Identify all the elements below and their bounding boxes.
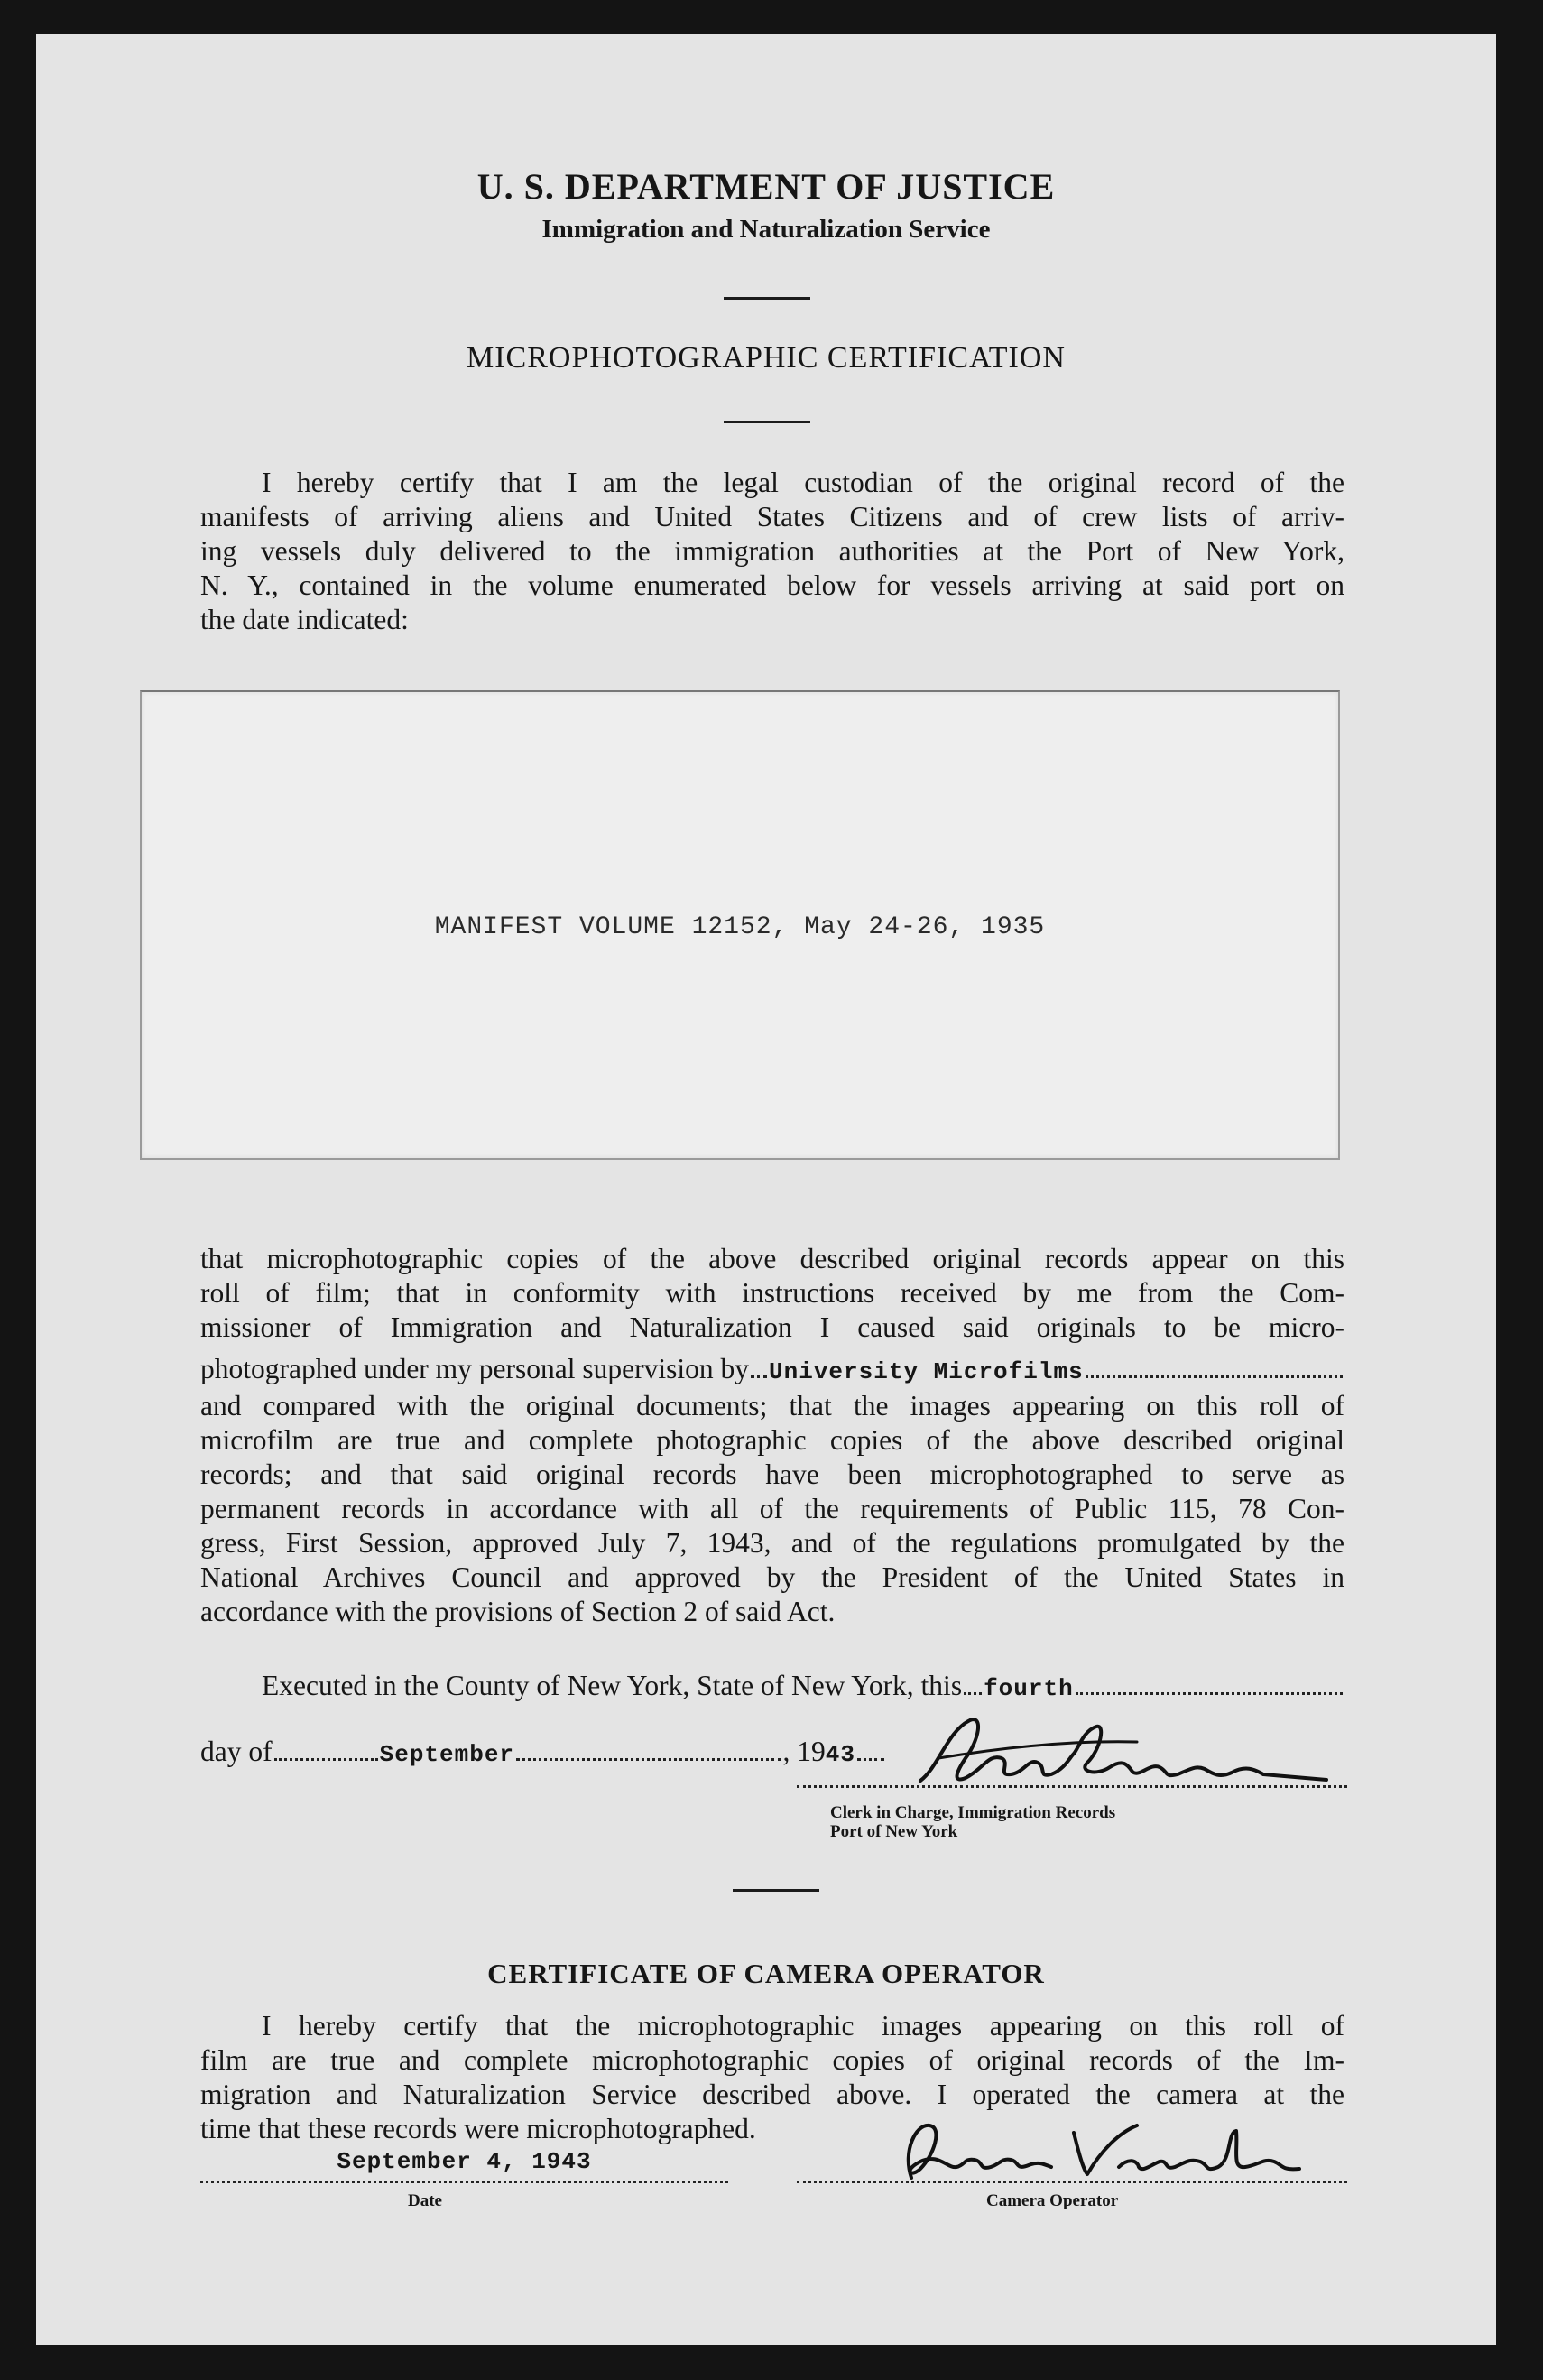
camera-certificate-title: CERTIFICATE OF CAMERA OPERATOR <box>487 1958 1045 1989</box>
camera-operator-signature <box>848 2115 1317 2187</box>
date-value: September 4, 1943 <box>337 2148 592 2175</box>
paragraph-line: permanent records in accordance with all of the requirements of Public 115, 78 Con- <box>200 1493 1344 1524</box>
supervision-line <box>200 1352 1344 1389</box>
paragraph-line: gress, First Session, approved July 7, 1943, and of the regulations promulgated by the <box>200 1527 1344 1559</box>
dotted-fill <box>751 1375 767 1378</box>
paragraph-line: photographed under my personal supervision by <box>200 1353 750 1384</box>
supervisor-name: University Microfilms <box>769 1358 1084 1385</box>
operator-signature-line <box>797 2181 1347 2183</box>
execution-month: September <box>379 1741 515 1768</box>
certificate-page <box>36 34 1496 2345</box>
execution-day: fourth <box>984 1675 1074 1702</box>
intro-paragraph <box>200 466 1344 637</box>
date-line-rule <box>200 2181 728 2183</box>
paragraph-line: migration and Naturalization Service described above. I operated the camera at the <box>200 2079 1344 2110</box>
paragraph-line: that microphotographic copies of the above described original records appear on this <box>200 1243 1344 1274</box>
paragraph-line: and compared with the original documents; that the images appearing on this roll of <box>200 1390 1344 1422</box>
dotted-fill <box>516 1757 781 1761</box>
divider <box>724 297 810 300</box>
dotted-fill <box>1076 1691 1343 1695</box>
body-paragraph <box>200 1242 1344 1629</box>
service-subtitle: Immigration and Naturalization Service <box>541 215 991 244</box>
dotted-fill <box>1086 1375 1343 1378</box>
clerk-title: Clerk in Charge, Immigration Records <box>830 1803 1116 1822</box>
paragraph-line: I hereby certify that I am the legal custodian of the original record of the <box>262 467 1344 498</box>
dotted-fill <box>857 1757 884 1761</box>
dotted-fill <box>964 1691 982 1695</box>
certification-title: MICROPHOTOGRAPHIC CERTIFICATION <box>466 341 1066 375</box>
paragraph-line: manifests of arriving aliens and United States Citizens and of crew lists of arriv- <box>200 501 1344 532</box>
year-suffix: 43 <box>825 1741 855 1768</box>
paragraph-line: film are true and complete microphotographic copies of original records of the Im- <box>200 2044 1344 2076</box>
paragraph-line: the date indicated: <box>200 604 409 635</box>
manifest-volume-text: MANIFEST VOLUME 12152, May 24-26, 1935 <box>434 913 1046 941</box>
paragraph-line: I hereby certify that the microphotographic images appearing on this roll of <box>262 2010 1344 2042</box>
year-prefix: , 19 <box>782 1736 826 1767</box>
camera-operator-label: Camera Operator <box>986 2191 1119 2210</box>
date-field <box>200 2148 728 2175</box>
divider <box>733 1889 819 1892</box>
paragraph-line: time that these records were microphotographed. <box>200 2113 756 2144</box>
paragraph-line: roll of film; that in conformity with instructions received by me from the Com- <box>200 1277 1344 1309</box>
clerk-signature <box>902 1713 1354 1794</box>
volume-insert <box>140 690 1340 1160</box>
date-line <box>200 1736 886 1768</box>
divider <box>724 421 810 423</box>
day-of-label: day of <box>200 1736 273 1767</box>
paragraph-line: missioner of Immigration and Naturalization I caused said originals to be micro- <box>200 1311 1344 1343</box>
clerk-office: Port of New York <box>830 1822 958 1841</box>
execution-text: Executed in the County of New York, State of New York, this <box>262 1670 963 1701</box>
paragraph-line: records; and that said original records have been microphotographed to serve as <box>200 1459 1344 1490</box>
paragraph-line: accordance with the provisions of Section 2 of said Act. <box>200 1596 836 1627</box>
dotted-fill <box>274 1757 378 1761</box>
paragraph-line: N. Y., contained in the volume enumerated below for vessels arriving at said port on <box>200 570 1344 601</box>
execution-line <box>262 1670 1344 1702</box>
paragraph-line: National Archives Council and approved by the President of the United States in <box>200 1561 1344 1593</box>
date-label: Date <box>408 2191 442 2210</box>
paragraph-line: microfilm are true and complete photographic copies of the above described original <box>200 1424 1344 1456</box>
paragraph-line: ing vessels duly delivered to the immigration authorities at the Port of New York, <box>200 535 1344 567</box>
department-title: U. S. DEPARTMENT OF JUSTICE <box>476 166 1056 207</box>
